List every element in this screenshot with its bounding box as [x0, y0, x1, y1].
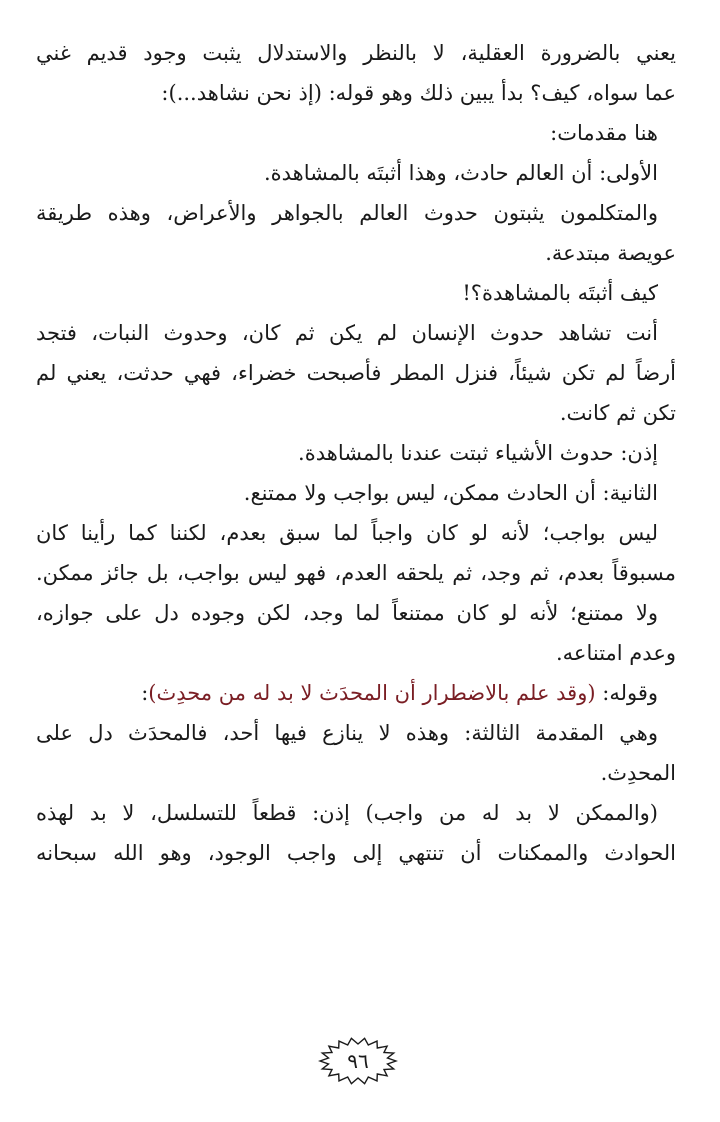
text-line: الثانية: أن الحادث ممكن، ليس بواجب ولا ممتنع. [243, 481, 658, 505]
text-line [36, 678, 676, 709]
text-line: أنت تشاهد حدوث الإنسان لم يكن ثم كان، وحدوث النبات، فتجد [36, 321, 658, 345]
text-fragment: : [141, 681, 149, 705]
text-line: يعني بالضرورة العقلية، لا بالنظر والاستدلال يثبت وجود قديم غني [36, 41, 676, 65]
text-line: إذن: حدوث الأشياء ثبتت عندنا بالمشاهدة. [298, 441, 658, 465]
text-line: والمتكلمون يثبتون حدوث العالم بالجواهر والأعراض، وهذه طريقة [36, 201, 658, 225]
text-line: هنا مقدمات: [550, 121, 658, 145]
page-body [36, 38, 676, 869]
text-line: (والممكن لا بد له من واجب) إذن: قطعاً للتسلسل، لا بد لهذه [36, 801, 658, 825]
quoted-phrase: (وقد علم بالاضطرار أن المحدَث لا بد له من محدِث) [148, 681, 596, 705]
text-line: عما سواه، كيف؟ بدأ يبين ذلك وهو قوله: (إذ نحن نشاهد...): [161, 81, 676, 105]
text-line: الأولى: أن العالم حادث، وهذا أثبتَه بالمشاهدة. [263, 161, 658, 185]
text-line: ولا ممتنع؛ لأنه لو كان ممتنعاً لما وجد، لكن وجوده دل على جوازه، [36, 601, 658, 625]
text-line: مسبوقاً بعدم، ثم وجد، ثم يلحقه العدم، فهو ليس بواجب، بل جائز ممكن. [36, 561, 676, 585]
text-line: كيف أثبتَه بالمشاهدة؟! [462, 281, 658, 305]
text-line: وعدم امتناعه. [556, 641, 676, 665]
page-number-ornament [318, 1036, 398, 1086]
text-line: ليس بواجب؛ لأنه لو كان واجباً لما سبق بعدم، لكننا كما رأينا كان [36, 521, 658, 545]
text-line: عويصة مبتدعة. [545, 241, 676, 265]
text-line: وهي المقدمة الثالثة: وهذه لا ينازع فيها أحد، فالمحدَث دل على [36, 721, 658, 745]
page-number: ٩٦ [347, 1049, 369, 1073]
text-line: تكن ثم كانت. [559, 401, 676, 425]
text-line: المحدِث. [600, 761, 676, 785]
text-fragment: وقوله: [595, 681, 658, 705]
text-line: أرضاً لم تكن شيئاً، فنزل المطر فأصبحت خضراء، فهي حدثت، يعني لم [36, 361, 676, 385]
text-line: الحوادث والممكنات أن تنتهي إلى واجب الوجود، وهو الله سبحانه [36, 841, 676, 865]
